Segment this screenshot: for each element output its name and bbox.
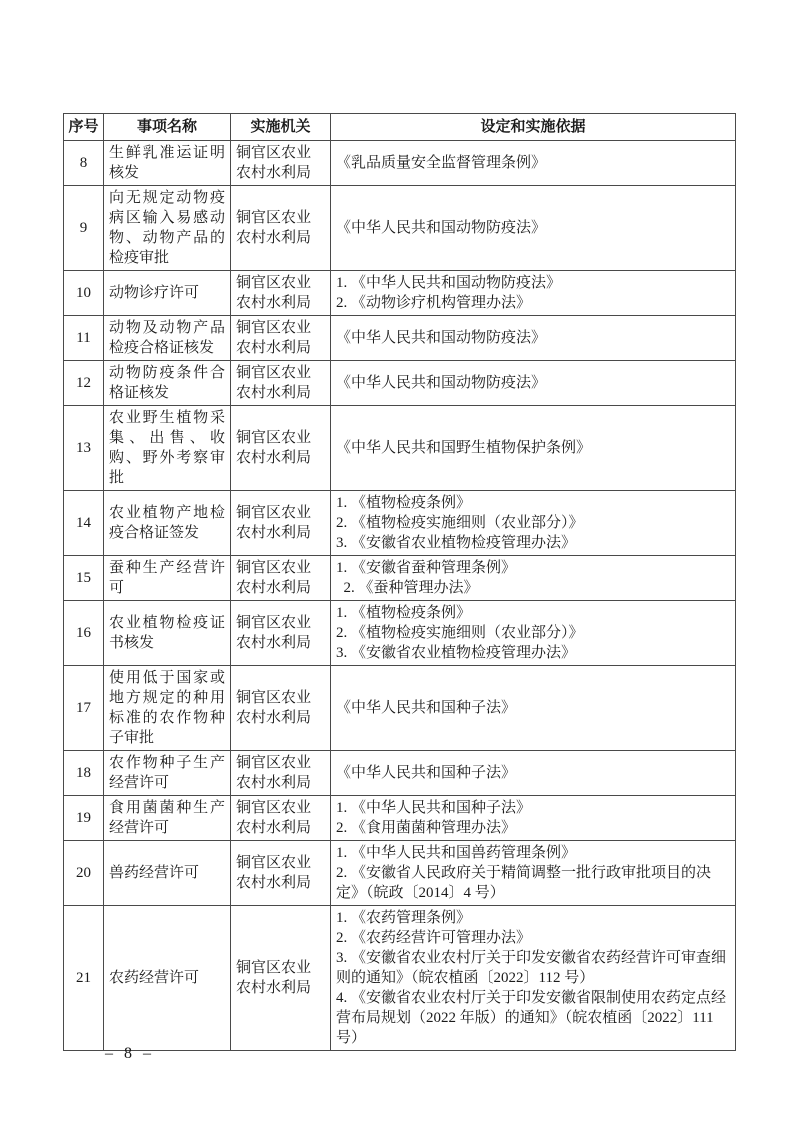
item-name-cell: 农业植物检疫证书核发: [104, 601, 231, 666]
basis-line: 2. 《蚕种管理办法》: [336, 580, 479, 596]
row-number-cell: 14: [64, 491, 104, 556]
item-name-cell: 动物及动物产品检疫合格证核发: [104, 316, 231, 361]
table-row: [64, 316, 736, 361]
agency-cell: 铜官区农业农村水利局: [231, 491, 331, 556]
basis-line: 1. 《中华人民共和国动物防疫法》: [336, 275, 562, 291]
basis-cell: [331, 406, 736, 491]
header-cell-basis: 设定和实施依据: [331, 114, 736, 141]
basis-cell: [331, 556, 736, 601]
table-row: [64, 751, 736, 796]
agency-cell: 铜官区农业农村水利局: [231, 316, 331, 361]
table-row: [64, 906, 736, 1051]
table-row: [64, 841, 736, 906]
header-cell-agency: 实施机关: [231, 114, 331, 141]
table-body: [64, 141, 736, 1051]
table-row: [64, 271, 736, 316]
basis-line: 《中华人民共和国种子法》: [336, 700, 517, 716]
basis-cell: [331, 601, 736, 666]
item-name-cell: 农业植物产地检疫合格证签发: [104, 491, 231, 556]
basis-line: 《中华人民共和国种子法》: [336, 765, 517, 781]
item-name-cell: 农业野生植物采集、出售、收购、野外考察审批: [104, 406, 231, 491]
row-number-cell: 16: [64, 601, 104, 666]
item-name-cell: 向无规定动物疫病区输入易感动物、动物产品的检疫审批: [104, 186, 231, 271]
basis-cell: [331, 186, 736, 271]
table-header: [64, 114, 736, 141]
basis-line: 《乳品质量安全监督管理条例》: [336, 155, 547, 171]
basis-cell: [331, 751, 736, 796]
basis-line: 2. 《安徽省人民政府关于精简调整一批行政审批项目的决定》（皖政〔2014〕4 号）: [336, 865, 712, 901]
table-row: [64, 186, 736, 271]
basis-line: 1. 《植物检疫条例》: [336, 495, 472, 511]
agency-cell: 铜官区农业农村水利局: [231, 556, 331, 601]
basis-line: 3. 《安徽省农业植物检疫管理办法》: [336, 645, 577, 661]
basis-line: 《中华人民共和国野生植物保护条例》: [336, 440, 592, 456]
item-name-cell: 蚕种生产经营许可: [104, 556, 231, 601]
agency-cell: 铜官区农业农村水利局: [231, 906, 331, 1051]
item-name-cell: 动物防疫条件合格证核发: [104, 361, 231, 406]
page-number: – 8 –: [105, 1045, 152, 1062]
agency-cell: 铜官区农业农村水利局: [231, 601, 331, 666]
basis-line: 2. 《农药经营许可管理办法》: [336, 930, 532, 946]
basis-line: 1. 《植物检疫条例》: [336, 605, 472, 621]
item-name-cell: 农作物种子生产经营许可: [104, 751, 231, 796]
row-number-cell: 18: [64, 751, 104, 796]
basis-line: 《中华人民共和国动物防疫法》: [336, 375, 547, 391]
table-row: [64, 361, 736, 406]
item-name-cell: 兽药经营许可: [104, 841, 231, 906]
basis-line: 3. 《安徽省农业植物检疫管理办法》: [336, 535, 577, 551]
row-number-cell: 9: [64, 186, 104, 271]
table-row: [64, 601, 736, 666]
row-number-cell: 21: [64, 906, 104, 1051]
header-row: [64, 114, 736, 141]
agency-cell: 铜官区农业农村水利局: [231, 361, 331, 406]
basis-cell: [331, 361, 736, 406]
agency-cell: 铜官区农业农村水利局: [231, 841, 331, 906]
basis-cell: [331, 666, 736, 751]
row-number-cell: 10: [64, 271, 104, 316]
basis-line: 2. 《食用菌菌种管理办法》: [336, 820, 517, 836]
header-cell-number: 序号: [64, 114, 104, 141]
basis-line: 1. 《安徽省蚕种管理条例》: [336, 560, 517, 576]
item-name-cell: 生鲜乳准运证明核发: [104, 141, 231, 186]
agency-cell: 铜官区农业农村水利局: [231, 141, 331, 186]
table-row: [64, 666, 736, 751]
row-number-cell: 11: [64, 316, 104, 361]
basis-cell: [331, 271, 736, 316]
basis-line: 4. 《安徽省农业农村厅关于印发安徽省限制使用农药定点经营布局规划（2022 年版）的通知》（皖农植函〔2022〕111 号）: [336, 990, 727, 1046]
row-number-cell: 8: [64, 141, 104, 186]
row-number-cell: 20: [64, 841, 104, 906]
table-row: [64, 406, 736, 491]
row-number-cell: 15: [64, 556, 104, 601]
table-row: [64, 556, 736, 601]
basis-cell: [331, 141, 736, 186]
administrative-items-table: [63, 113, 736, 1051]
basis-line: 《中华人民共和国动物防疫法》: [336, 330, 547, 346]
basis-line: 2. 《植物检疫实施细则（农业部分）》: [336, 515, 584, 531]
agency-cell: 铜官区农业农村水利局: [231, 271, 331, 316]
agency-cell: 铜官区农业农村水利局: [231, 666, 331, 751]
basis-line: 2. 《植物检疫实施细则（农业部分）》: [336, 625, 584, 641]
basis-cell: [331, 491, 736, 556]
row-number-cell: 17: [64, 666, 104, 751]
item-name-cell: 使用低于国家或地方规定的种用标准的农作物种子审批: [104, 666, 231, 751]
table-row: [64, 141, 736, 186]
basis-line: 1. 《农药管理条例》: [336, 910, 472, 926]
agency-cell: 铜官区农业农村水利局: [231, 751, 331, 796]
basis-cell: [331, 906, 736, 1051]
row-number-cell: 12: [64, 361, 104, 406]
item-name-cell: 食用菌菌种生产经营许可: [104, 796, 231, 841]
agency-cell: 铜官区农业农村水利局: [231, 406, 331, 491]
basis-cell: [331, 316, 736, 361]
basis-line: 3. 《安徽省农业农村厅关于印发安徽省农药经营许可审查细则的通知》（皖农植函〔2022〕112 号）: [336, 950, 727, 986]
row-number-cell: 19: [64, 796, 104, 841]
basis-line: 1. 《中华人民共和国兽药管理条例》: [336, 845, 577, 861]
agency-cell: 铜官区农业农村水利局: [231, 796, 331, 841]
agency-cell: 铜官区农业农村水利局: [231, 186, 331, 271]
basis-line: 《中华人民共和国动物防疫法》: [336, 220, 547, 236]
basis-cell: [331, 841, 736, 906]
table-row: [64, 796, 736, 841]
item-name-cell: 动物诊疗许可: [104, 271, 231, 316]
header-cell-item-name: 事项名称: [104, 114, 231, 141]
basis-cell: [331, 796, 736, 841]
basis-line: 1. 《中华人民共和国种子法》: [336, 800, 532, 816]
table-row: [64, 491, 736, 556]
basis-line: 2. 《动物诊疗机构管理办法》: [336, 295, 532, 311]
item-name-cell: 农药经营许可: [104, 906, 231, 1051]
row-number-cell: 13: [64, 406, 104, 491]
